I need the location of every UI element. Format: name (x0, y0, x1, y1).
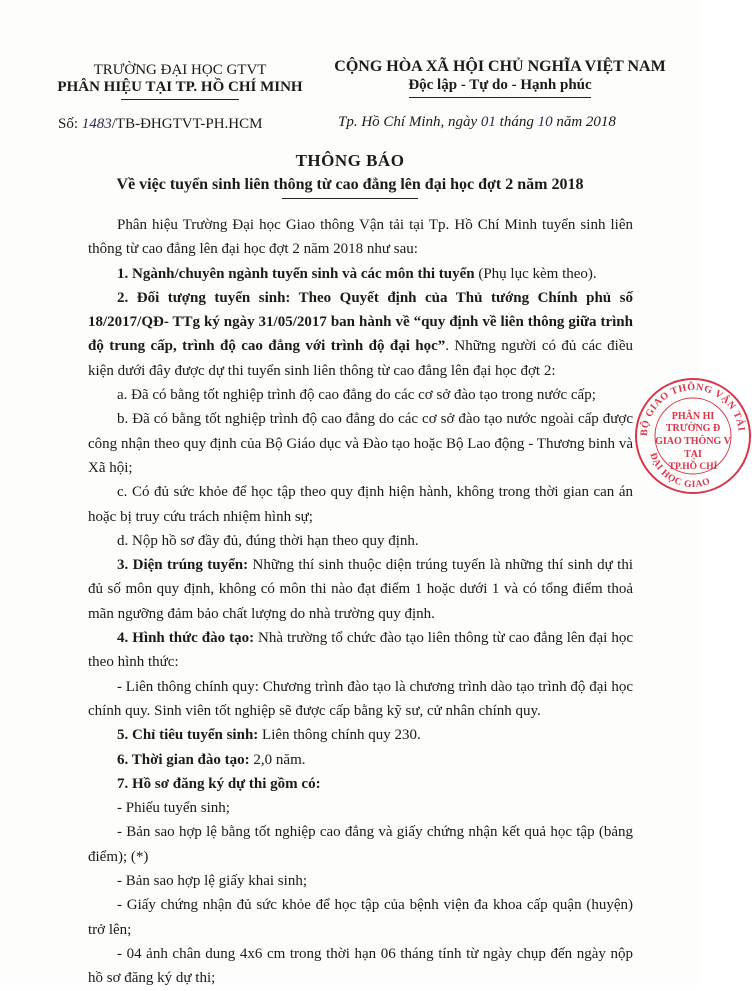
section-7-item: - Giấy chứng nhận đủ sức khỏe để học tập của bệnh viện đa khoa cấp quận (huyện) trở lên; (88, 897, 633, 938)
issuer-underline (121, 99, 239, 100)
handwritten-month: 10 (537, 114, 553, 130)
subtitle-underline (282, 198, 418, 199)
seal-line: TP.HỒ CHÍ (668, 462, 718, 472)
seal-line: PHÂN HI (671, 411, 715, 422)
section-2-item-c: c. Có đủ sức khỏe để học tập theo quy định hiện hành, không trong thời gian can án hoặc bị truy cứu trách nhiệm hình sự; (88, 484, 633, 525)
country-name: CỘNG HÒA XÃ HỘI CHỦ NGHĨA VIỆT NAM (334, 58, 666, 75)
motto-underline (409, 97, 591, 98)
section-4: 4. Hình thức đào tạo: Nhà trường tổ chức đào tạo liên thông từ cao đẳng lên đại học theo hình thức: (88, 630, 633, 671)
section-4-item: - Liên thông chính quy: Chương trình đào tạo là chương trình dào tạo trình độ đại học chính quy. Sinh viên tốt nghiệp sẽ được cấp bằng kỹ sư, cử nhân chính quy. (88, 678, 633, 719)
section-7-item: - 04 ảnh chân dung 4x6 cm trong thời hạn 06 tháng tính từ ngày chụp đến ngày nộp hồ sơ đăng ký dự thi; (88, 945, 633, 987)
section-5: 5. Chỉ tiêu tuyển sinh: Liên thông chính quy 230. (117, 727, 421, 744)
seal-line: TẠI (684, 449, 702, 460)
seal-line: TRƯỜNG Đ (665, 423, 721, 434)
seal-ring-text: BỘ GIAO THÔNG VẬN TẢI (638, 381, 747, 437)
seal-ring-text-bottom: ĐẠI HỌC GIAO (647, 451, 712, 491)
university-name: TRƯỜNG ĐẠI HỌC GTVT (93, 62, 267, 78)
section-2: 2. Đối tượng tuyển sinh: Theo Quyết định của Thủ tướng Chính phủ số 18/2017/QĐ- TTg ký ngày 31/05/2017 ban hành về “quy định về liên thông giữa trình độ trung cấp, trình độ cao đẳng với trình độ đại học”. Những người có đủ các điều kiện dưới đây được dự thi tuyển sinh liên thông từ cao đẳng lên đại học đợt 2: (88, 289, 633, 379)
branch-name: PHÂN HIỆU TẠI TP. HỒ CHÍ MINH (57, 79, 303, 95)
handwritten-number: 1483 (81, 116, 112, 132)
section-2-item-d: d. Nộp hồ sơ đầy đủ, đúng thời hạn theo quy định. (117, 532, 419, 549)
intro-paragraph: Phân hiệu Trường Đại học Giao thông Vận tải tại Tp. Hồ Chí Minh tuyển sinh liên thông từ cao đẳng lên đại học đợt 2 năm 2018 như sau: (88, 217, 633, 258)
national-header (300, 58, 700, 98)
national-motto: Độc lập - Tự do - Hạnh phúc (408, 77, 592, 93)
handwritten-day: 01 (480, 114, 496, 130)
section-1: 1. Ngành/chuyên ngành tuyển sinh và các môn thi tuyển (Phụ lục kèm theo). (117, 265, 597, 282)
section-3: 3. Diện trúng tuyển: Những thí sinh thuộc diện trúng tuyển là những thí sinh dự thi đủ số môn quy định, không có môn thi nào đạt điểm 1 hoặc dưới 1 và có tổng điểm thoả mãn ngưỡng đảm bảo chất lượng do nhà trường quy định. (88, 557, 634, 622)
issuer-header (55, 62, 305, 100)
section-7-item: - Bản sao hợp lệ bằng tốt nghiệp cao đẳng và giấy chứng nhận kết quả học tập (bảng điểm); (*) (88, 824, 633, 865)
issue-date: Tp. Hồ Chí Minh, ngày 01 tháng 10 năm 2018 (338, 114, 616, 130)
document-body (88, 213, 633, 991)
document-subtitle: Về việc tuyển sinh liên thông từ cao đẳng lên đại học đợt 2 năm 2018 (116, 176, 584, 193)
section-6: 6. Thời gian đào tạo: 2,0 năm. (117, 751, 306, 768)
document-number: Số: 1483/TB-ĐHGTVT-PH.HCM (58, 116, 263, 132)
section-7-item: - Phiếu tuyển sinh; (117, 800, 230, 817)
official-seal (634, 377, 752, 495)
section-7: 7. Hồ sơ đăng ký dự thi gồm có: (117, 775, 321, 792)
section-7-item: - Bản sao hợp lệ giấy khai sinh; (117, 873, 307, 890)
document-title: THÔNG BÁO (295, 151, 405, 170)
section-2-item-a: a. Đã có bằng tốt nghiệp trình độ cao đẳng do các cơ sở đào tạo trong nước cấp; (117, 387, 596, 404)
seal-line: GIAO THÔNG V (655, 436, 731, 447)
section-2-item-b: b. Đã có bằng tốt nghiệp trình độ cao đẳng do các cơ sở đào tạo nước ngoài cấp được công nhận theo quy định của Bộ Giáo dục và Đào tạo hoặc Bộ Lao động - Thương binh và Xã hội; (88, 411, 633, 476)
